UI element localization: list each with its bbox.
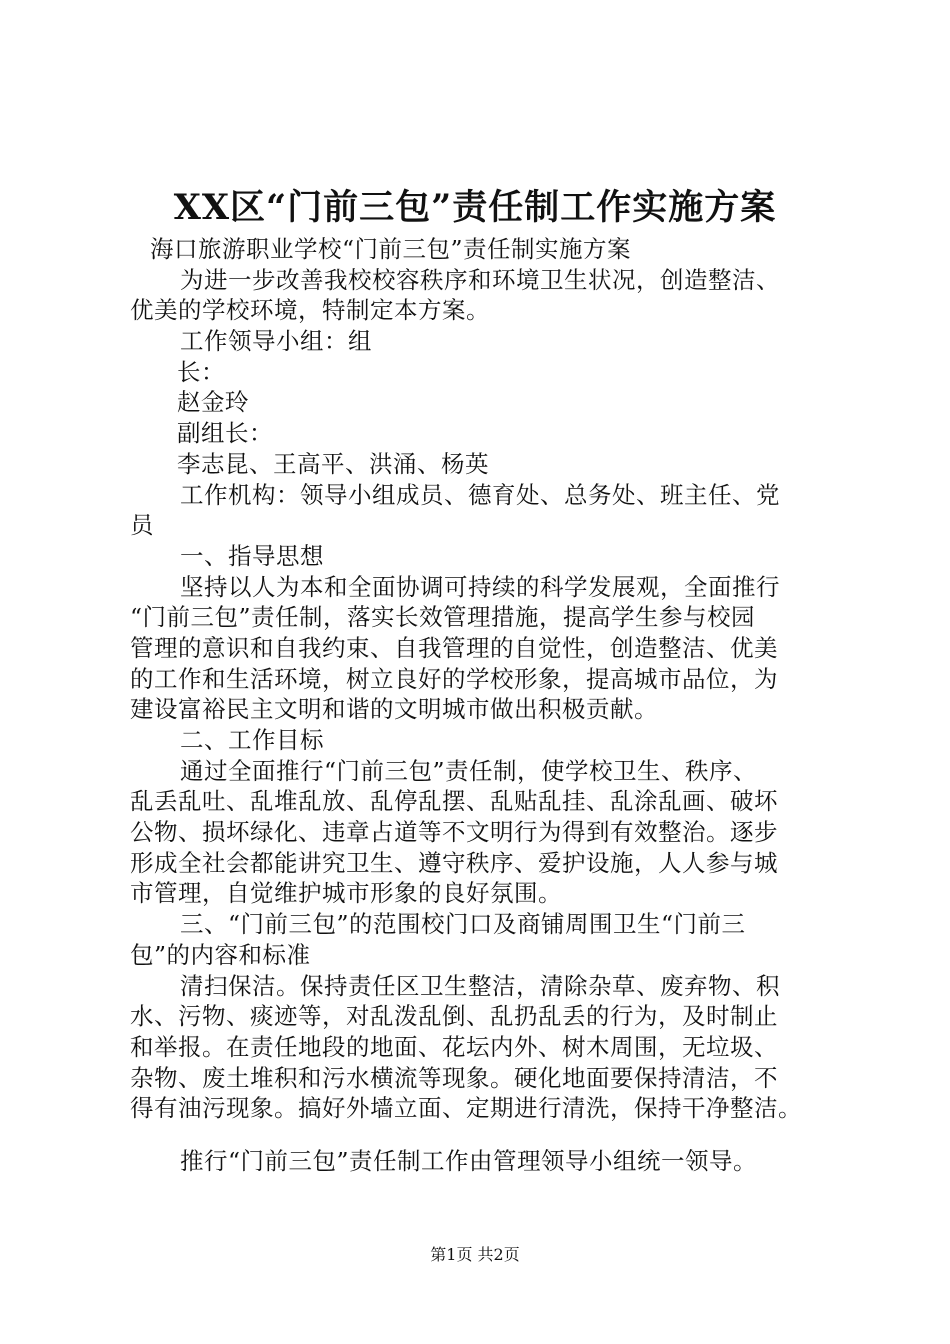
paragraph-line: 员: [130, 511, 154, 540]
paragraph-line: 管理的意识和自我约束、自我管理的自觉性，创造整洁、优美: [130, 633, 778, 662]
paragraph-line: 杂物、废土堆积和污水横流等现象。硬化地面要保持清洁，不: [130, 1063, 778, 1092]
paragraph-line: 清扫保洁。保持责任区卫生整洁，清除杂草、废弃物、积: [180, 971, 780, 1000]
paragraph-line: 的工作和生活环境，树立良好的学校形象，提高城市品位，为: [130, 664, 778, 693]
paragraph-line: “门前三包”责任制，落实长效管理措施，提高学生参与校园: [130, 603, 756, 632]
subtitle-line: 海口旅游职业学校“门前三包”责任制实施方案: [150, 235, 632, 263]
paragraph-line: 乱丢乱吐、乱堆乱放、乱停乱摆、乱贴乱挂、乱涂乱画、破坏: [130, 787, 778, 816]
section-heading: 三、“门前三包”的范围校门口及商铺周围卫生“门前三: [180, 910, 746, 939]
paragraph-line: 工作机构：领导小组成员、德育处、总务处、班主任、党: [180, 480, 780, 509]
paragraph-line: 赵金玲: [177, 388, 249, 417]
paragraph-line: 推行“门前三包”责任制工作由管理领导小组统一领导。: [180, 1146, 758, 1175]
section-heading: 二、工作目标: [180, 726, 324, 754]
paragraph-line: 优美的学校环境，特制定本方案。: [130, 296, 490, 325]
section-heading-continued: 包”的内容和标准: [130, 940, 311, 969]
paragraph-line: 通过全面推行“门前三包”责任制，使学校卫生、秩序、: [180, 756, 758, 785]
paragraph-line: 公物、损坏绿化、违章占道等不文明行为得到有效整治。逐步: [130, 818, 778, 847]
section-heading: 一、指导思想: [180, 541, 324, 570]
paragraph-line: 工作领导小组：组: [180, 327, 372, 356]
document-title: XX区“门前三包”责任制工作实施方案: [173, 187, 777, 228]
paragraph-line: 副组长：: [177, 419, 273, 448]
paragraph-line: 形成全社会都能讲究卫生、遵守秩序、爱护设施，人人参与城: [130, 848, 778, 877]
paragraph-line: 李志昆、王高平、洪涌、杨英: [177, 449, 489, 478]
paragraph-line: 长：: [177, 357, 225, 386]
paragraph-line: 市管理，自觉维护城市形象的良好氛围。: [130, 879, 562, 908]
paragraph-line: 水、污物、痰迹等，对乱泼乱倒、乱扔乱丢的行为，及时制止: [130, 1002, 778, 1031]
paragraph-gap: [130, 1124, 830, 1146]
paragraph-line: 建设富裕民主文明和谐的文明城市做出积极贡献。: [130, 695, 658, 724]
paragraph-line: 为进一步改善我校校容秩序和环境卫生状况，创造整洁、: [180, 265, 780, 294]
paragraph-line: 和举报。在责任地段的地面、花坛内外、树木周围，无垃圾、: [130, 1032, 778, 1061]
page-number-footer: 第1页 共2页: [430, 1245, 520, 1264]
paragraph-line: 得有油污现象。搞好外墙立面、定期进行清洗，保持干净整洁。: [130, 1094, 802, 1123]
paragraph-line: 坚持以人为本和全面协调可持续的科学发展观，全面推行: [180, 572, 780, 601]
document-body: [130, 234, 830, 1177]
